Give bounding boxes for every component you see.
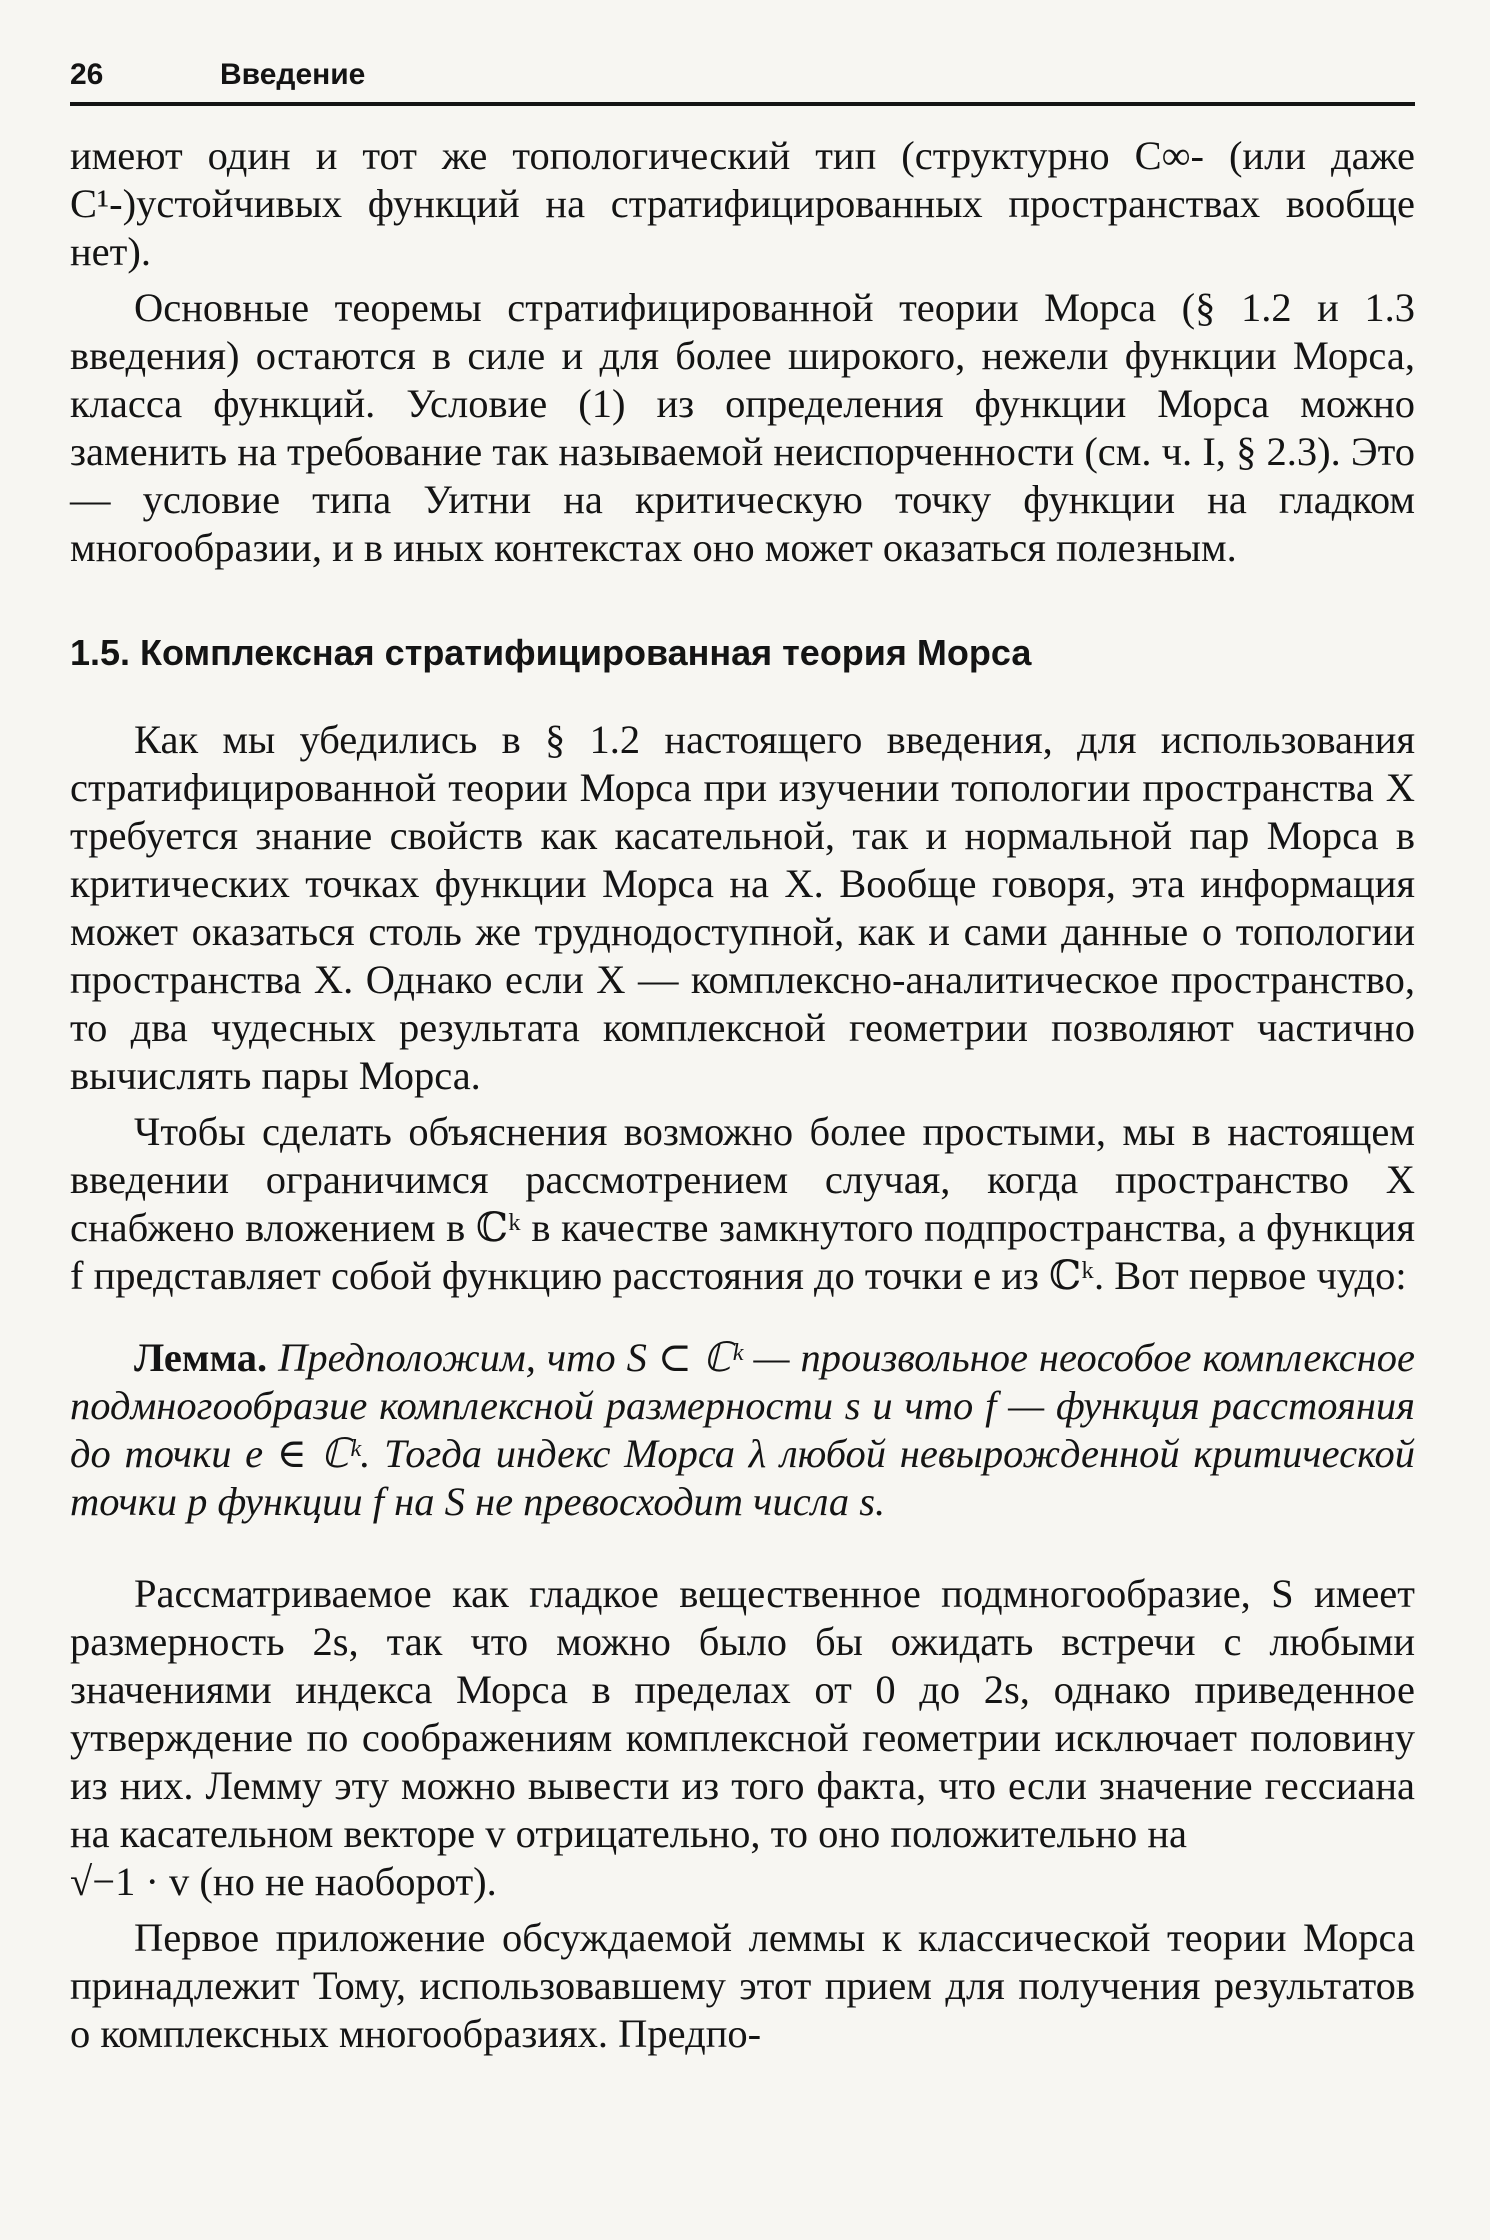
paragraph-tangent-normal: Как мы убедились в § 1.2 настоящего введения, для использования стратифицированной теории Морса при изучении топологии пространства X требуется знание свойств как касательной, так и нормальной пар Морса в критических точках функции Морса на X. Вообще говоря, эта информация может оказаться столь же труднодоступной, как и сами данные о топологии пространства X. Однако если X — комплексно-аналитическое пространство, то два чудесных результата комплексной геометрии позволяют частично вычислять пары Морса.	[70, 717, 1415, 1098]
page-number: 26	[70, 58, 104, 91]
running-title: Введение	[220, 58, 366, 91]
paragraph-main-theorems: Основные теоремы стратифицированной теории Морса (§ 1.2 и 1.3 введения) остаются в силе и для более широкого, нежели функции Морса, класса функций. Условие (1) из определения функции Морса можно заменить на требование так называемой неиспорченности (см. ч. I, § 2.3). Это — условие типа Уитни на критическую точку функции на гладком многообразии, и в иных контекстах оно может оказаться полезным.	[70, 285, 1415, 570]
header-rule	[70, 102, 1415, 106]
lemma-label: Лемма.	[134, 1335, 268, 1380]
book-page	[70, 58, 1415, 2058]
page-header	[70, 58, 1415, 92]
paragraph-first-application: Первое приложение обсуждаемой леммы к классической теории Морса принадлежит Тому, использовавшему этот прием для получения результатов о комплексных многообразиях. Предпо-	[70, 1915, 1415, 2056]
formula-sqrt: √−1 · v (но не наоборот).	[70, 1859, 497, 1904]
formula-line	[70, 1858, 1415, 1906]
paragraph-real-submanifold: Рассматриваемое как гладкое вещественное подмногообразие, S имеет размерность 2s, так что можно было бы ожидать встречи с любыми значениями индекса Морса в пределах от 0 до 2s, однако приведенное утверждение по соображениям комплексной геометрии исключает половину из них. Лемму эту можно вывести из того факта, что если значение гессиана на касательном векторе v отрицательно, то оно положительно на	[70, 1571, 1415, 1856]
section-heading: 1.5. Комплексная стратифицированная теория Морса	[70, 632, 1032, 673]
lemma	[70, 1334, 1415, 1526]
paragraph-simplification: Чтобы сделать объяснения возможно более простыми, мы в настоящем введении ограничимся рассмотрением случая, когда пространство X снабжено вложением в ℂᵏ в качестве замкнутого подпространства, а функция f представляет собой функцию расстояния до точки e из ℂᵏ. Вот первое чудо:	[70, 1109, 1415, 1298]
paragraph-continuation: имеют один и тот же топологический тип (структурно C∞- (или даже C¹-)устойчивых функций на стратифицированных пространствах вообще нет).	[70, 133, 1415, 274]
lemma-text: Предположим, что S ⊂ ℂᵏ — произвольное неособое комплексное подмногообразие комплексной размерности s и что f — функция расстояния до точки e ∈ ℂᵏ. Тогда индекс Морса λ любой невырожденной критической точки p функции f на S не превосходит числа s.	[70, 1335, 1415, 1524]
